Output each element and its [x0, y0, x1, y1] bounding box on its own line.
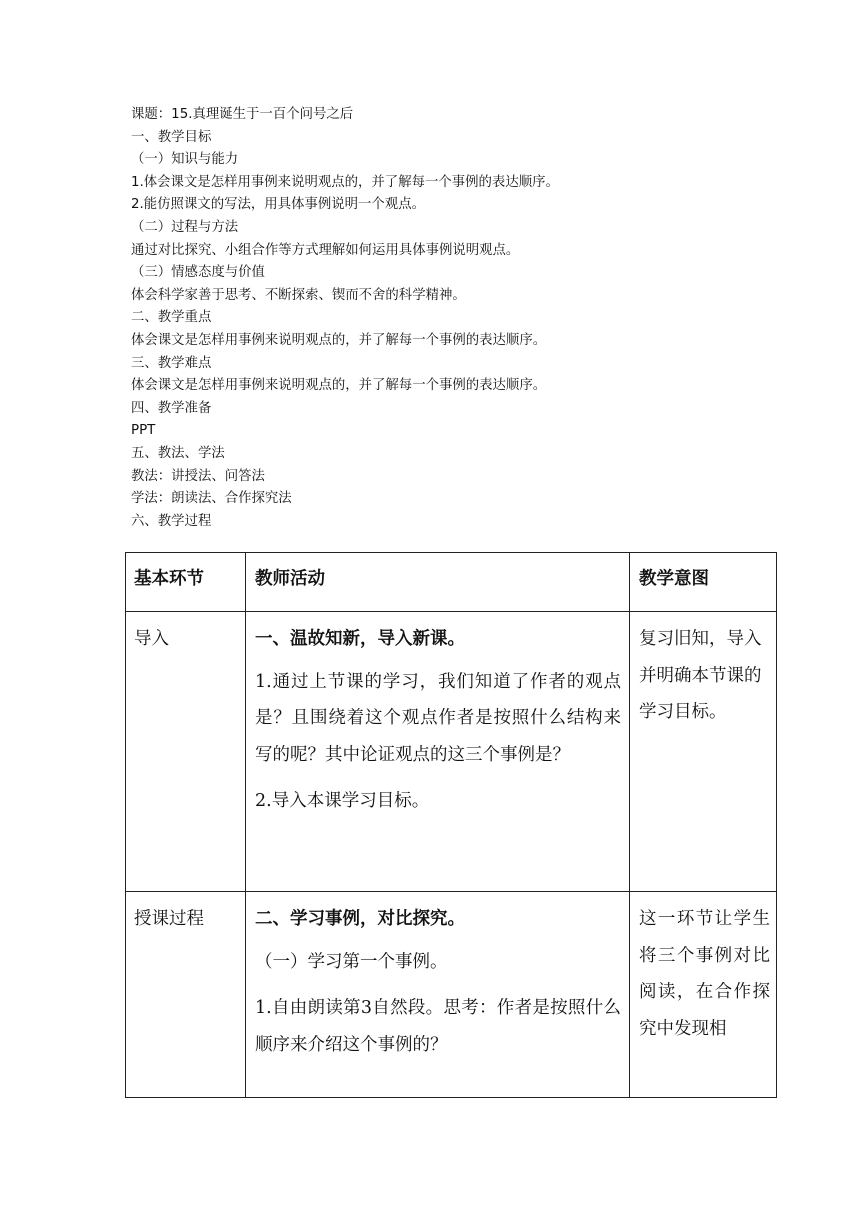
- lesson-process-table: [125, 552, 777, 1098]
- header-line: 一、教学目标: [131, 129, 212, 145]
- table-row: [126, 892, 777, 1098]
- activity-item: 2.导入本课学习目标。: [255, 791, 430, 811]
- activity-item: 1.自由朗读第3自然段。思考：作者是按照什么顺序来介绍这个事例的？: [255, 998, 621, 1055]
- stage-cell: 授课过程: [126, 892, 246, 1098]
- header-line: 四、教学准备: [131, 400, 212, 416]
- header-teacher-activity: 教师活动: [246, 553, 630, 612]
- activity-cell: [246, 612, 630, 892]
- stage-cell: 导入: [126, 612, 246, 892]
- header-line: 体会课文是怎样用事例来说明观点的，并了解每一个事例的表达顺序。: [131, 332, 547, 348]
- header-line: （二）过程与方法: [131, 219, 239, 235]
- header-line: 二、教学重点: [131, 310, 212, 326]
- table-header-row: [126, 553, 777, 612]
- header-line: 教法：讲授法、问答法: [131, 468, 265, 484]
- header-line: 体会科学家善于思考、不断探索、锲而不舍的科学精神。: [131, 287, 466, 303]
- intent-cell: 复习旧知，导入并明确本节课的学习目标。: [630, 612, 777, 892]
- header-line: （三）情感态度与价值: [131, 265, 265, 281]
- header-line: 学法：朗读法、合作探究法: [131, 491, 292, 507]
- header-line: 六、教学过程: [131, 513, 212, 529]
- header-line: （一）知识与能力: [131, 152, 239, 168]
- lesson-title: 课题：15.真理诞生于一百个问号之后: [131, 107, 354, 122]
- header-line: 三、教学难点: [131, 355, 212, 371]
- activity-cell: [246, 892, 630, 1098]
- header-line: 体会课文是怎样用事例来说明观点的，并了解每一个事例的表达顺序。: [131, 378, 547, 394]
- header-line: 通过对比探究、小组合作等方式理解如何运用具体事例说明观点。: [131, 242, 520, 258]
- header-line: PPT: [131, 423, 156, 439]
- subsection-heading: （一）学习第一个事例。: [255, 951, 448, 972]
- lesson-header: [131, 104, 751, 533]
- intent-cell: 这一环节让学生将三个事例对比阅读，在合作探究中发现相: [630, 892, 777, 1098]
- activity-item: 1.通过上节课的学习，我们知道了作者的观点是？且围绕着这个观点作者是按照什么结构来写的呢？其中论证观点的这三个事例是？: [255, 671, 621, 765]
- header-line: 2.能仿照课文的写法，用具体事例说明一个观点。: [131, 197, 425, 213]
- header-intent: 教学意图: [630, 553, 777, 612]
- section-heading: 二、学习事例，对比探究。: [255, 909, 465, 929]
- table-row: [126, 612, 777, 892]
- header-line: 1.体会课文是怎样用事例来说明观点的，并了解每一个事例的表达顺序。: [131, 174, 559, 190]
- header-stage: 基本环节: [126, 553, 246, 612]
- header-line: 五、教法、学法: [131, 445, 225, 461]
- section-heading: 一、温故知新，导入新课。: [255, 629, 465, 649]
